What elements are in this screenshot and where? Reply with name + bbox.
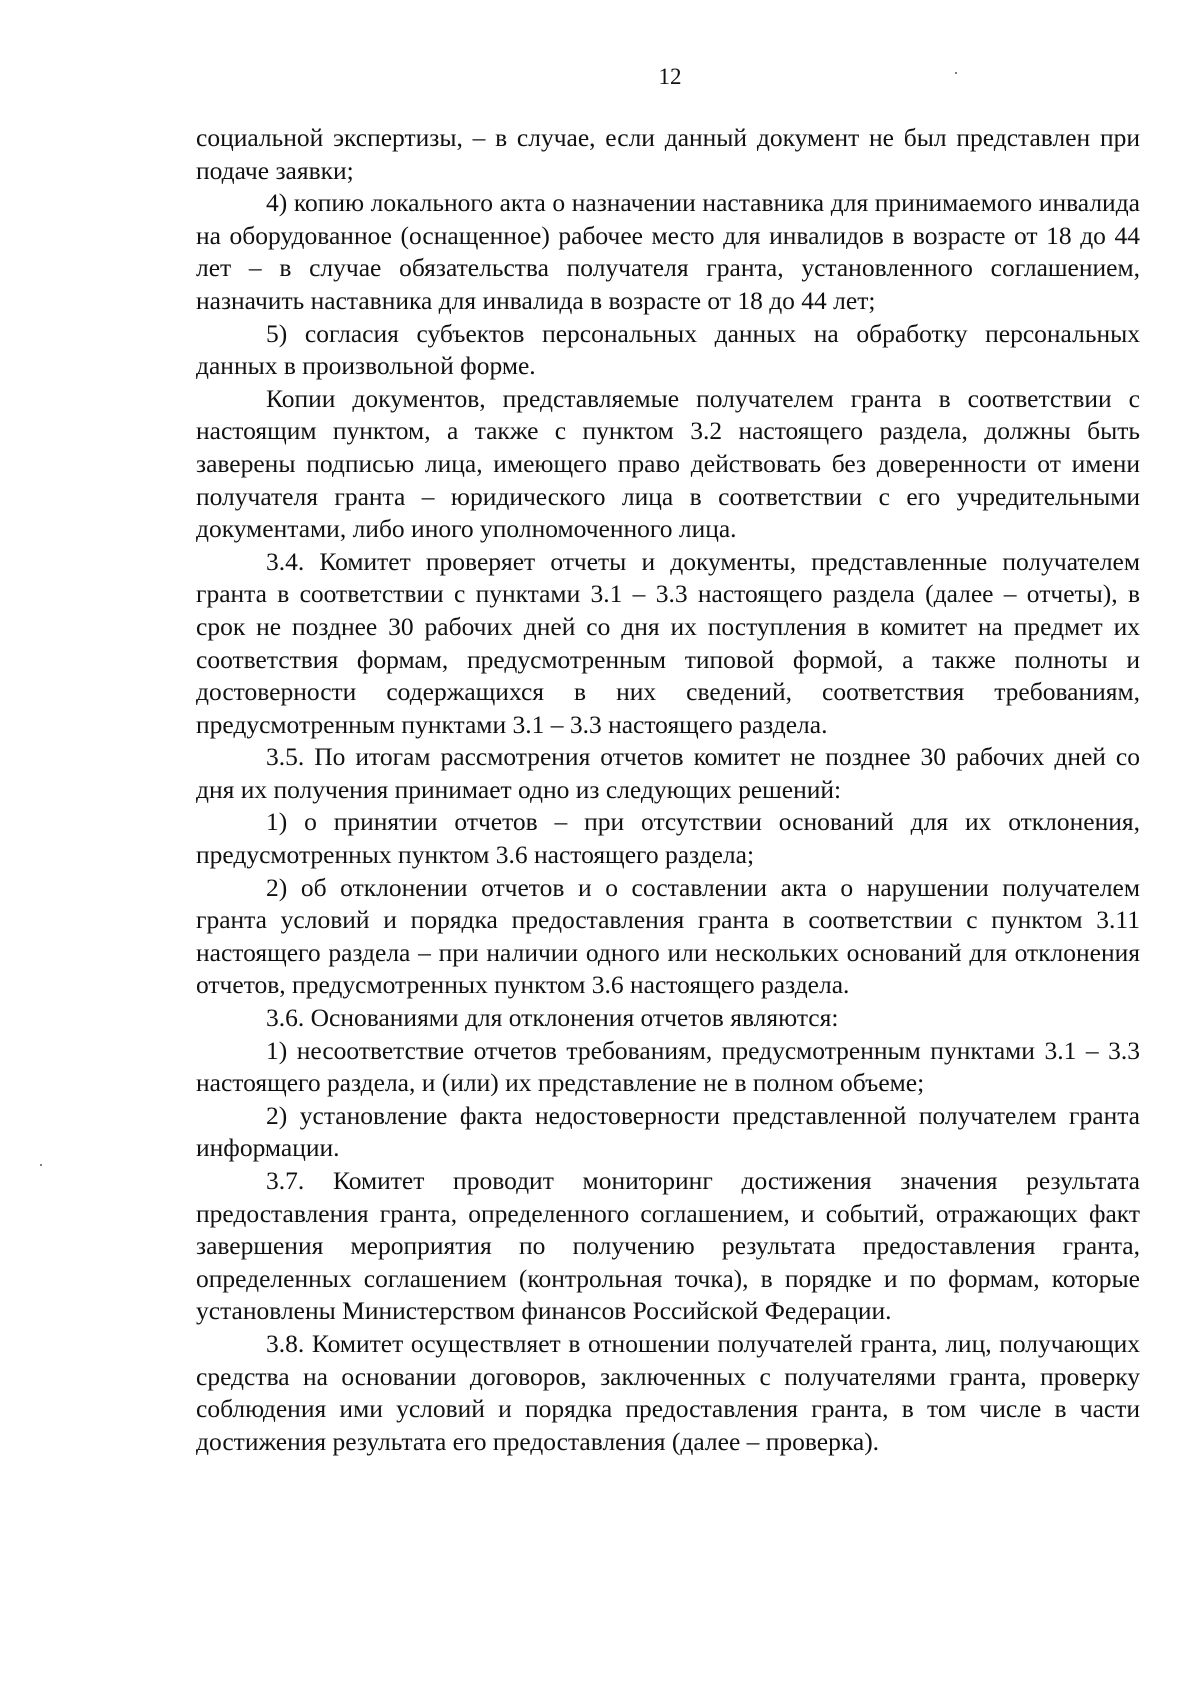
paragraph: социальной экспертизы, – в случае, если данный документ не был представлен при подаче заявки; bbox=[196, 123, 1140, 185]
paragraph: 1) несоответствие отчетов требованиям, предусмотренным пунктами 3.1 – 3.3 настоящего раздела, и (или) их представление не в полном объеме; bbox=[196, 1035, 1140, 1098]
paragraph: 3.5. По итогам рассмотрения отчетов комитет не позднее 30 рабочих дней со дня их получения принимает одно из следующих решений: bbox=[196, 742, 1140, 804]
paragraph: 3.7. Комитет проводит мониторинг достижения значения результата предоставления гранта, определенного соглашением, и событий, отражающих факт завершения мероприятия по получению результата предоставления гранта, определенных соглашением (контрольная точка), в порядке и по формам, которые установлены Министерством финансов Российской Федерации. bbox=[196, 1166, 1140, 1326]
paragraph: 3.8. Комитет осуществляет в отношении получателей гранта, лиц, получающих средства на основании договоров, заключенных с получателями гранта, проверку соблюдения ими условий и порядка предоставления гранта, в том числе в части достижения результата его предоставления (далее – проверка). bbox=[196, 1328, 1140, 1456]
scan-speck bbox=[955, 72, 957, 74]
paragraph: 1) о принятии отчетов – при отсутствии оснований для их отклонения, предусмотренных пунктом 3.6 настоящего раздела; bbox=[196, 807, 1140, 870]
paragraph: 5) согласия субъектов персональных данных на обработку персональных данных в произвольной форме. bbox=[196, 318, 1140, 381]
scan-speck bbox=[40, 1164, 42, 1166]
paragraph: 2) об отклонении отчетов и о составлении акта о нарушении получателем гранта условий и порядка предоставления гранта в соответствии с пунктом 3.11 настоящего раздела – при наличии одного или нескольких оснований для отклонения отчетов, предусмотренных пунктом 3.6 настоящего раздела. bbox=[196, 872, 1140, 1000]
paragraph: 4) копию локального акта о назначении наставника для принимаемого инвалида на оборудованное (оснащенное) рабочее место для инвалидов в возрасте от 18 до 44 лет – в случае обязательства получателя гранта, установленного соглашением, назначить наставника для инвалида в возрасте от 18 до 44 лет; bbox=[196, 188, 1140, 315]
paragraph: 3.4. Комитет проверяет отчеты и документы, представленные получателем гранта в соответствии с пунктами 3.1 – 3.3 настоящего раздела (далее – отчеты), в срок не позднее 30 рабочих дней со дня их поступления в комитет на предмет их соответствия формам, предусмотренным типовой формой, а также полноты и достоверности содержащихся в них сведений, соответствия требованиям, предусмотренным пунктами 3.1 – 3.3 настоящего раздела. bbox=[196, 546, 1140, 739]
paragraph: 3.6. Основаниями для отклонения отчетов являются: bbox=[266, 1003, 839, 1033]
paragraph: 2) установление факта недостоверности представленной получателем гранта информации. bbox=[196, 1100, 1140, 1163]
paragraph: Копии документов, представляемые получателем гранта в соответствии с настоящим пунктом, а также с пунктом 3.2 настоящего раздела, должны быть заверены подписью лица, имеющего право действовать без доверенности от имени получателя гранта – юридического лица в соответствии с его учредительными документами, либо иного уполномоченного лица. bbox=[196, 383, 1140, 544]
page-number: 12 bbox=[658, 64, 682, 89]
document-body bbox=[196, 122, 1140, 1458]
